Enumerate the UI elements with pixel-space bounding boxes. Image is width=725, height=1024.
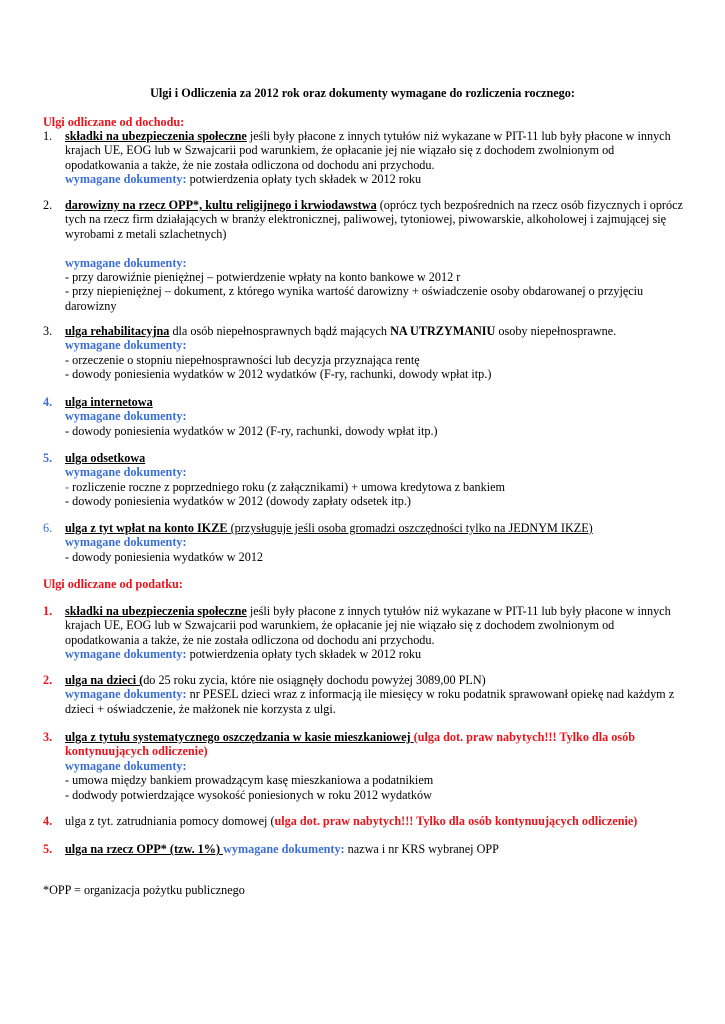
required-doc-line: - umowa między bankiem prowadzącym kasę mieszkaniowa a podatnikiem (65, 773, 434, 788)
item-name: ulga z tyt wpłat na konto IKZE (65, 521, 228, 535)
item-number: 5. (43, 842, 53, 856)
item-number: 4. (43, 814, 53, 828)
item-number: 3. (43, 324, 53, 338)
item-number: 1. (43, 604, 53, 618)
item-number: 3. (43, 730, 53, 744)
income-item-4 (43, 395, 683, 438)
item-number: 4. (43, 395, 53, 409)
required-docs-label: wymagane dokumenty: (65, 647, 187, 662)
item-number: 5. (43, 451, 53, 465)
required-doc-line: - dowody poniesienia wydatków w 2012 (dowody zapłaty odsetek itp.) (65, 494, 411, 509)
required-doc-line-text: rozliczenie roczne z poprzedniego roku (z załącznikami) + umowa kredytowa z bankiem (69, 479, 506, 494)
item-name: składki na ubezpieczenia społeczne (65, 129, 247, 143)
item-number: 2. (43, 673, 53, 687)
required-docs-text: nr PESEL dzieci wraz z informacją ile miesięcy w roku podatnik sprawowanł opiekę nad każdym z dzieci + oświadczenie, że małżonek nie korzysta z ulgi. (65, 687, 675, 716)
item-number: 2. (43, 198, 53, 212)
item-name: ulga odsetkowa (65, 451, 146, 465)
tax-item-1 (43, 604, 683, 662)
item-description: (oprócz tych bezpośrednich na rzecz osób fizycznych i oprócz tych na rzecz firm działających w branży elektronicznej, paliwowej, tytoniowej, piwowarskie, alkoholowej i zajmującej się wyrobami z metali szlachetnych) (65, 198, 683, 241)
required-docs-label: wymagane dokumenty: (65, 172, 187, 187)
item-number: 1. (43, 129, 53, 143)
income-item-2 (43, 198, 683, 313)
item-name: ulga na dzieci ( (65, 673, 144, 687)
item-name: ulga rehabilitacyjna (65, 324, 170, 338)
item-name: ulga internetowa (65, 395, 153, 409)
required-docs-text: potwierdzenia opłaty tych składek w 2012 roku (186, 647, 422, 662)
item-description: dla osób niepełnosprawnych bądź mających (169, 324, 391, 338)
item-name: ulga z tytułu systematycznego oszczędzania w kasie mieszkaniowej (65, 730, 414, 744)
required-doc-line: - dowody poniesienia wydatków w 2012 (65, 549, 264, 564)
required-doc-line: - orzeczenie o stopniu niepełnosprawności lub decyzja przyznająca rentę (65, 352, 420, 367)
required-docs-label: wymagane dokumenty: (65, 687, 187, 702)
item-description-bold: NA UTRZYMANIU (390, 324, 496, 338)
item-description: (przysługuje jeśli osoba gromadzi oszczędności tylko na JEDNYM IKZE) (227, 521, 593, 535)
item-description: osoby niepełnosprawne. (495, 324, 617, 338)
required-doc-line: - dowody poniesienia wydatków w 2012 wydatków (F-ry, rachunki, dowody wpłat itp.) (65, 367, 492, 382)
required-doc-line: - przy darowiźnie pieniężnej – potwierdzenie wpłaty na konto bankowe w 2012 r (65, 270, 461, 285)
income-item-3 (43, 324, 683, 382)
item-number: 6. (43, 521, 53, 535)
section-heading-tax: Ulgi odliczane od podatku: (43, 577, 183, 591)
required-docs-label: wymagane dokumenty: (223, 842, 345, 856)
required-doc-line (65, 480, 683, 494)
income-item-5 (43, 451, 683, 509)
document-title: Ulgi i Odliczenia za 2012 rok oraz dokumenty wymagane do rozliczenia rocznego: (150, 86, 575, 100)
required-docs-label: wymagane dokumenty: (65, 255, 187, 270)
income-item-1 (43, 129, 683, 187)
income-item-6 (43, 521, 683, 564)
footnote: *OPP = organizacja pożytku publicznego (43, 883, 245, 897)
required-docs-label: wymagane dokumenty: (65, 338, 187, 353)
required-docs-text: nazwa i nr KRS wybranej OPP (344, 842, 499, 856)
item-name: ulga z tyt. zatrudniania pomocy domowej ( (65, 814, 275, 828)
tax-item-5 (43, 842, 683, 856)
required-doc-line: - dodwody potwierdzające wysokość poniesionych w roku 2012 wydatków (65, 787, 432, 802)
tax-item-2 (43, 673, 683, 716)
tax-item-4 (43, 814, 683, 828)
item-red-note: (ulga dot. praw nabytych!!! Tylko dla osób kontynuujących odliczenie) (65, 730, 635, 759)
required-docs-label: wymagane dokumenty: (65, 758, 187, 773)
item-description: do 25 roku zycia, które nie osiągnęły dochodu powyżej 3089,00 PLN) (143, 673, 486, 687)
required-doc-line: - przy niepieniężnej – dokument, z którego wynika wartość darowizny + oświadczenie osoby obdarowanej o przyjęciu darowizny (65, 284, 644, 313)
item-name: składki na ubezpieczenia społeczne (65, 604, 247, 618)
tax-item-3 (43, 730, 683, 802)
item-red-note: ulga dot. praw nabytych!!! Tylko dla osób kontynuujących odliczenie) (274, 814, 638, 828)
dash: - (65, 479, 70, 494)
section-heading-income: Ulgi odliczane od dochodu: (43, 115, 185, 129)
item-description: jeśli były płacone z innych tytułów niż wykazane w PIT-11 lub były płacone w innych krajach UE, EOG lub w Szwajcarii pod warunkiem, że opłacanie jej nie wiązało się z dochodem zwolnionym od opodatkowania a także, że nie została odliczona od dochodu ani przychodu. (65, 129, 671, 172)
required-doc-line: - dowody poniesienia wydatków w 2012 (F-ry, rachunki, dowody wpłat itp.) (65, 423, 438, 438)
item-name: ulga na rzecz OPP* (tzw. 1%) (65, 842, 224, 856)
required-docs-text: potwierdzenia opłaty tych składek w 2012 roku (186, 172, 422, 187)
required-docs-label: wymagane dokumenty: (65, 465, 187, 480)
required-docs-label: wymagane dokumenty: (65, 535, 187, 550)
required-docs-label: wymagane dokumenty: (65, 409, 187, 424)
item-name: darowizny na rzecz OPP*, kultu religijnego i krwiodawstwa (65, 198, 377, 212)
item-description: jeśli były płacone z innych tytułów niż wykazane w PIT-11 lub były płacone w innych krajach UE, EOG lub w Szwajcarii pod warunkiem, że opłacanie jej nie wiązało się z dochodem zwolnionym od opodatkowania a także, że nie została odliczona od dochodu ani przychodu. (65, 604, 671, 647)
